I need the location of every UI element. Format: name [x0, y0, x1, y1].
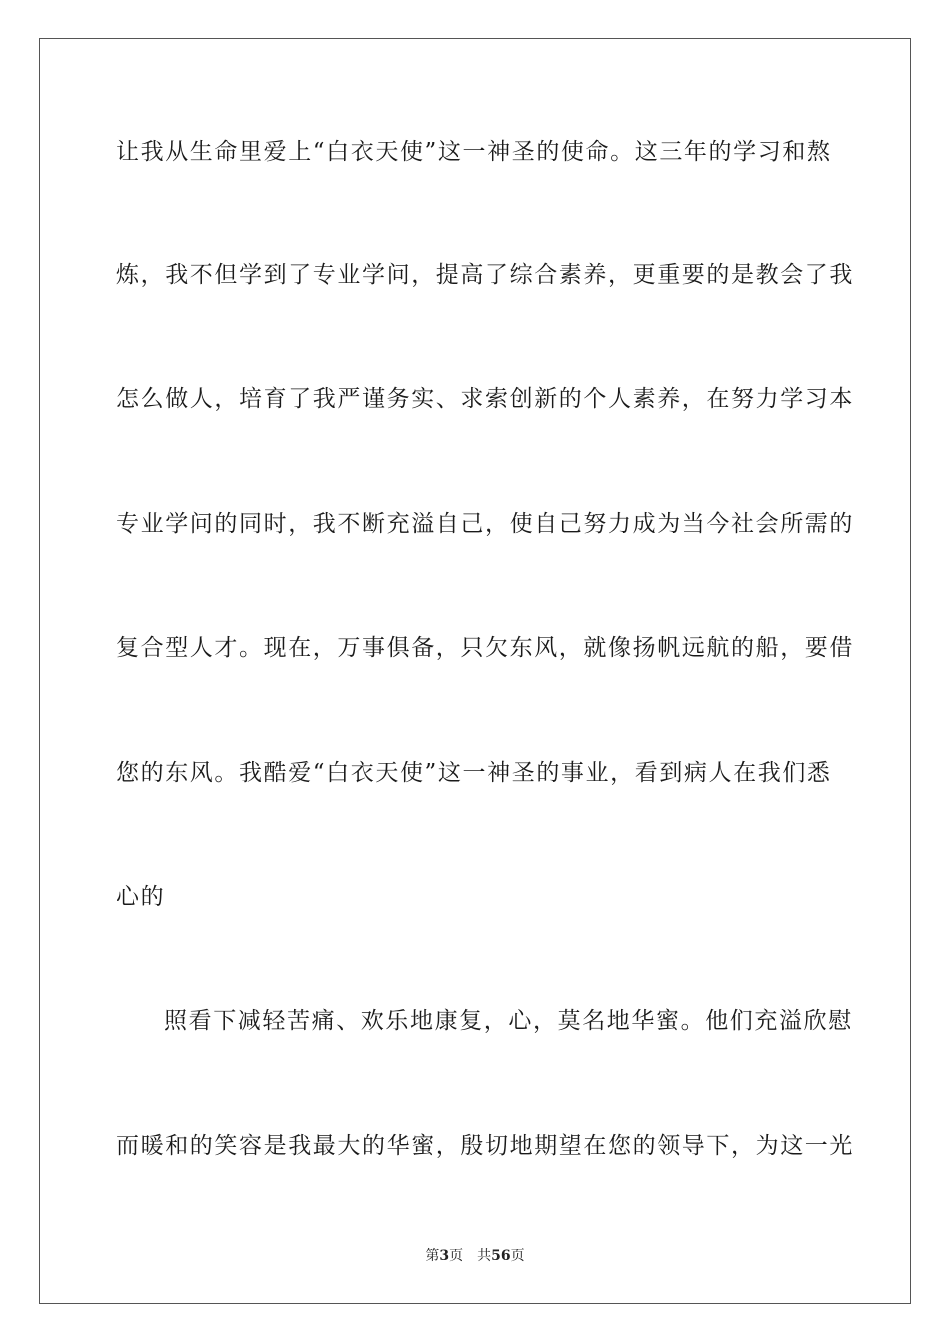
total-prefix: 共 — [477, 1248, 492, 1264]
paragraph-start-line: 照看下减轻苦痛、欢乐地康复，心，莫名地华蜜。他们充溢欣慰 — [164, 1008, 853, 1034]
total-suffix: 页 — [510, 1248, 525, 1264]
body-line-3: 怎么做人，培育了我严谨务实、求索创新的个人素养，在努力学习本 — [116, 386, 854, 412]
page-border — [39, 38, 911, 1304]
page-suffix: 页 — [449, 1248, 464, 1264]
body-line-1: 让我从生命里爱上“白衣天使”这一神圣的使命。这三年的学习和熬 — [116, 139, 832, 165]
page-prefix: 第 — [425, 1248, 440, 1264]
page-number: 3 — [439, 1248, 450, 1264]
body-line-4: 专业学问的同时，我不断充溢自己，使自己努力成为当今社会所需的 — [116, 511, 854, 537]
body-line-2: 炼，我不但学到了专业学问，提高了综合素养，更重要的是教会了我 — [116, 262, 854, 288]
body-line-6: 您的东风。我酷爱“白衣天使”这一神圣的事业，看到病人在我们悉 — [116, 760, 832, 786]
body-line-5: 复合型人才。现在，万事俱备，只欠东风，就像扬帆远航的船，要借 — [116, 635, 854, 661]
body-line-9: 而暖和的笑容是我最大的华蜜，殷切地期望在您的领导下，为这一光 — [116, 1133, 854, 1159]
body-line-7: 心的 — [116, 884, 166, 910]
page-footer — [0, 1247, 950, 1265]
total-pages: 56 — [491, 1248, 511, 1264]
